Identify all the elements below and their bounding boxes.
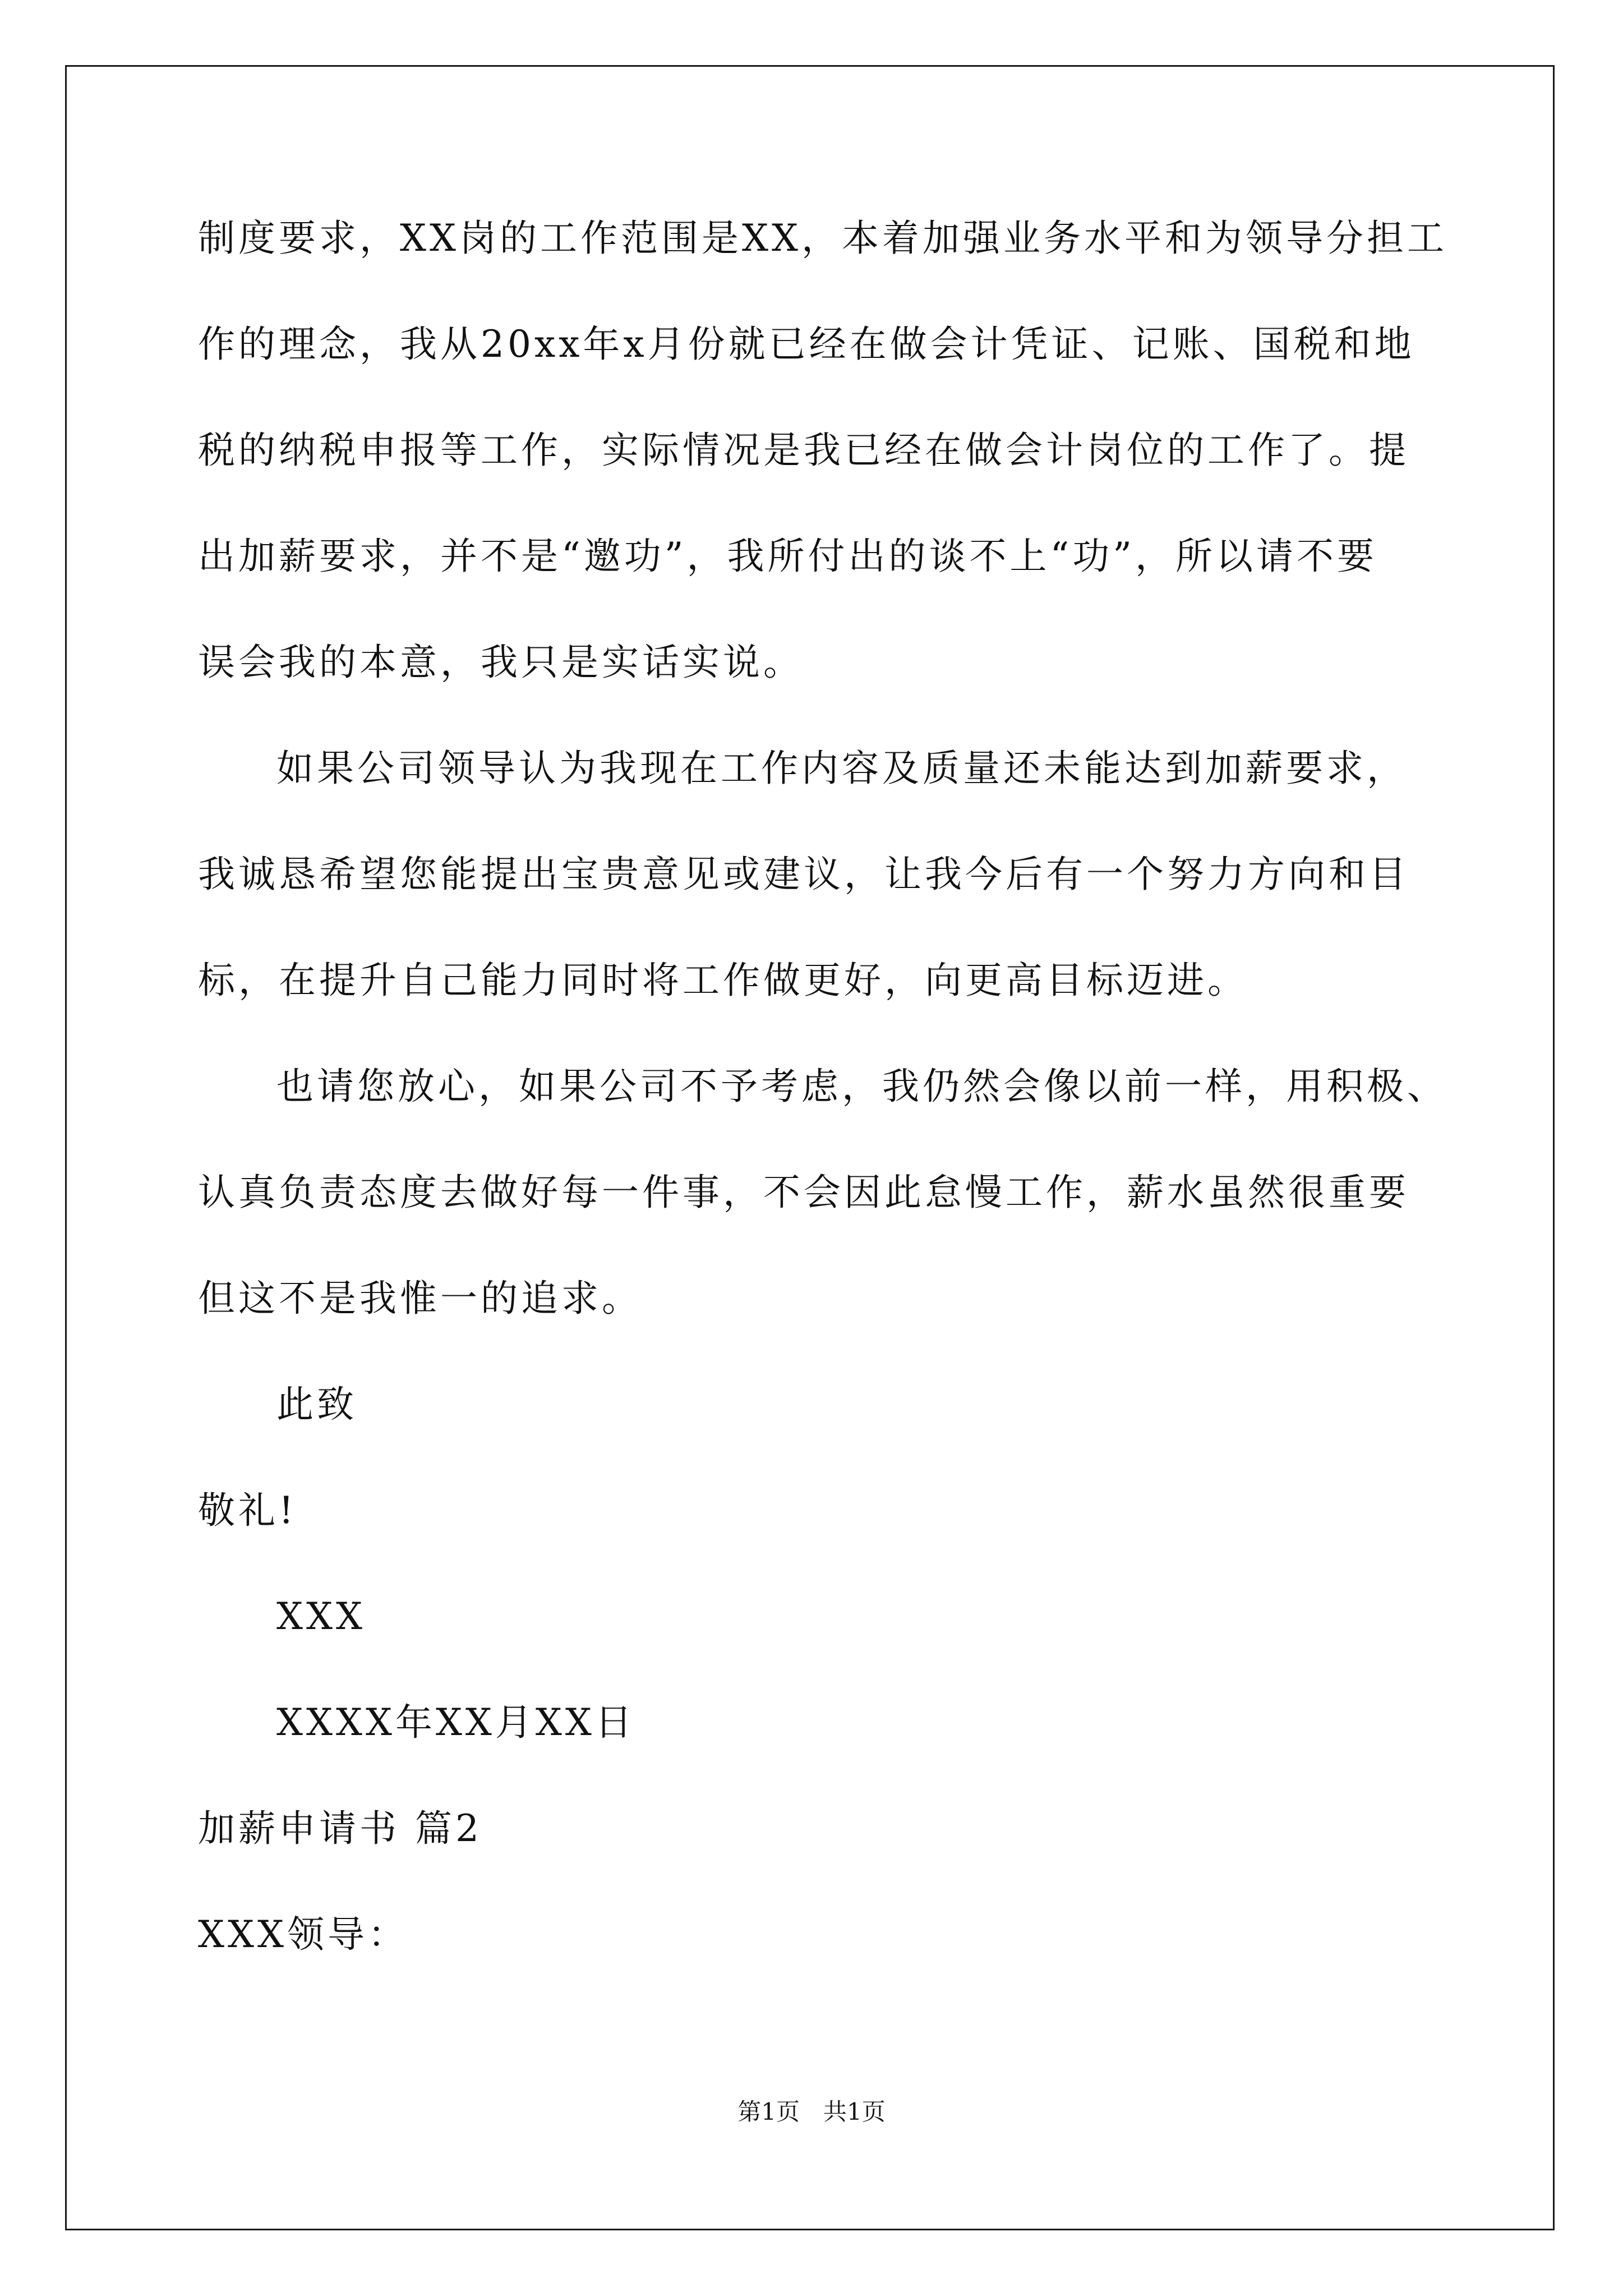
letter-greeting: XXX领导： xyxy=(198,1913,408,1956)
closing-regards: 敬礼! xyxy=(198,1489,297,1532)
body-line: 出加薪要求，并不是“邀功”，我所付出的谈不上“功”，所以请不要 xyxy=(198,535,1377,578)
signature-date: XXXX年XX月XX日 xyxy=(276,1701,635,1744)
page-footer: 第1页 共1页 xyxy=(737,2098,886,2125)
signature-name: XXX xyxy=(276,1595,366,1638)
body-line: 误会我的本意，我只是实话实说。 xyxy=(198,641,804,684)
body-line: 也请您放心，如果公司不予考虑，我仍然会像以前一样，用积极、 xyxy=(276,1065,1447,1108)
body-line: 作的理念，我从20xx年x月份就已经在做会计凭证、记账、国税和地 xyxy=(198,323,1415,366)
body-line: 制度要求，XX岗的工作范围是XX，本着加强业务水平和为领导分担工 xyxy=(198,217,1447,260)
closing-salutation: 此致 xyxy=(276,1383,357,1426)
section-title: 加薪申请书 篇2 xyxy=(198,1807,482,1850)
body-line: 税的纳税申报等工作，实际情况是我已经在做会计岗位的工作了。提 xyxy=(198,429,1409,472)
body-line: 但这不是我惟一的追求。 xyxy=(198,1277,642,1320)
body-line: 如果公司领导认为我现在工作内容及质量还未能达到加薪要求， xyxy=(276,747,1407,790)
body-line: 我诚恳希望您能提出宝贵意见或建议，让我今后有一个努力方向和目 xyxy=(198,853,1409,896)
body-line: 标，在提升自己能力同时将工作做更好，向更高目标迈进。 xyxy=(198,959,1248,1002)
body-line: 认真负责态度去做好每一件事，不会因此怠慢工作，薪水虽然很重要 xyxy=(198,1171,1409,1214)
page-border xyxy=(65,65,1555,2230)
